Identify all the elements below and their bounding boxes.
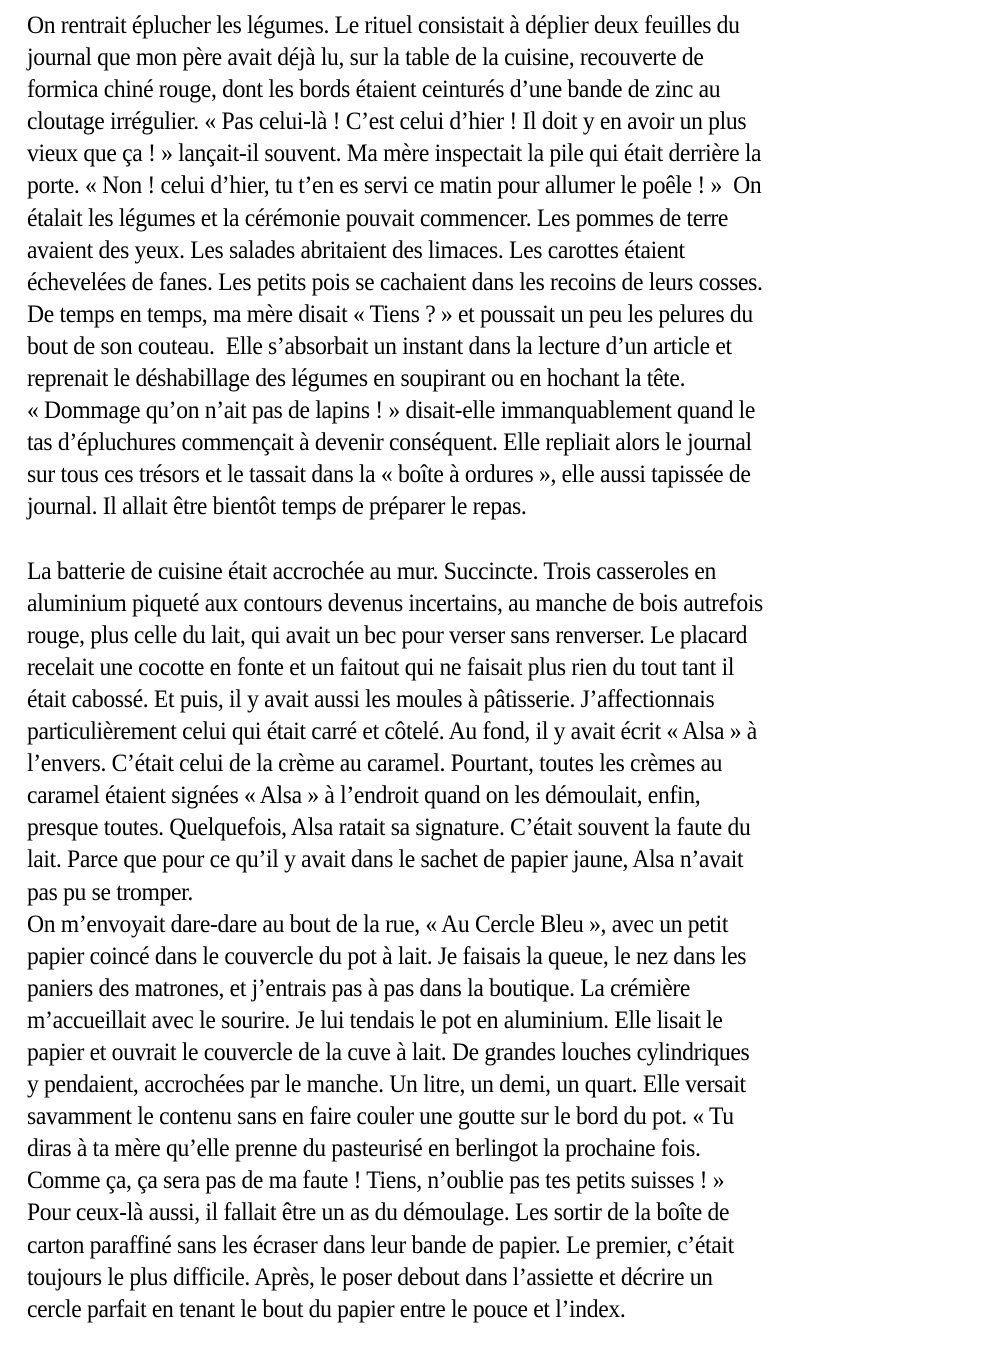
text-line: La batterie de cuisine était accrochée au mur. Succincte. Trois casseroles en [27,556,716,585]
text-line: bout de son couteau. Elle s’absorbait un instant dans la lecture d’un article et [27,331,732,360]
text-line: caramel étaient signées « Alsa » à l’endroit quand on les démoulait, enfin, [27,781,701,810]
text-line: formica chiné rouge, dont les bords étaient ceinturés d’une bande de zinc au [27,75,721,104]
text-line: avaient des yeux. Les salades abritaient des limaces. Les carottes étaient [27,235,685,264]
text-line: journal que mon père avait déjà lu, sur la table de la cuisine, recouverte de [27,43,704,72]
text-line: m’accueillait avec le sourire. Je lui tendais le pot en aluminium. Elle lisait le [27,1005,723,1034]
text-line: carton paraffiné sans les écraser dans leur bande de papier. Le premier, c’était [27,1230,734,1259]
text-line: particulièrement celui qui était carré et côtelé. Au fond, il y avait écrit « Alsa » à [27,717,757,746]
paragraph-batterie-cuisine [27,555,987,1325]
text-line: savamment le contenu sans en faire couler une goutte sur le bord du pot. « Tu [27,1102,734,1131]
text-line: papier coincé dans le couvercle du pot à lait. Je faisais la queue, le nez dans les [27,941,747,970]
text-line: sur tous ces trésors et le tassait dans la « boîte à ordures », elle aussi tapissée de [27,460,751,489]
text-line: tas d’épluchures commençait à devenir conséquent. Elle repliait alors le journal [27,428,752,457]
text-line: lait. Parce que pour ce qu’il y avait dans le sachet de papier jaune, Alsa n’avait [27,845,744,874]
text-line: cercle parfait en tenant le bout du papier entre le pouce et l’index. [27,1294,626,1323]
text-line: reprenait le déshabillage des légumes en soupirant ou en hochant la tête. [27,364,686,393]
text-line: l’envers. C’était celui de la crème au caramel. Pourtant, toutes les crèmes au [27,749,723,778]
text-line: De temps en temps, ma mère disait « Tiens ? » et poussait un peu les pelures du [27,299,753,328]
text-line: papier et ouvrait le couvercle de la cuve à lait. De grandes louches cylindriques [27,1038,750,1066]
text-line: Comme ça, ça sera pas de ma faute ! Tiens, n’oublie pas tes petits suisses ! » [27,1166,725,1195]
text-line: porte. « Non ! celui d’hier, tu t’en es servi ce matin pour allumer le poêle ! » On [27,171,762,200]
text-line: échevelées de fanes. Les petits pois se cachaient dans les recoins de leurs cosses. [27,267,763,296]
text-line: aluminium piqueté aux contours devenus incertains, au manche de bois autrefois [27,588,763,617]
text-line: y pendaient, accrochées par le manche. Un litre, un demi, un quart. Elle versait [27,1070,746,1099]
text-line: « Dommage qu’on n’ait pas de lapins ! » disait-elle immanquablement quand le [27,396,756,425]
text-line: recelait une cocotte en fonte et un faitout qui ne faisait plus rien du tout tant il [27,652,735,681]
paragraph-spacer [27,523,987,555]
text-line: était cabossé. Et puis, il y avait aussi les moules à pâtisserie. J’affectionnais [27,684,715,713]
text-line: On rentrait éplucher les légumes. Le rituel consistait à déplier deux feuilles du [27,11,740,39]
text-line: On m’envoyait dare-dare au bout de la rue, « Au Cercle Bleu », avec un petit [27,909,729,938]
paragraph-epluchage [27,9,987,523]
text-line: vieux que ça ! » lançait-il souvent. Ma mère inspectait la pile qui était derrière la [27,139,762,168]
text-line: rouge, plus celle du lait, qui avait un bec pour verser sans renverser. Le placard [27,620,748,649]
text-line: toujours le plus difficile. Après, le poser debout dans l’assiette et décrire un [27,1262,713,1291]
text-line: pas pu se tromper. [27,877,193,906]
text-line: étalait les légumes et la cérémonie pouvait commencer. Les pommes de terre [27,203,729,232]
text-line: paniers des matrones, et j’entrais pas à pas dans la boutique. La crémière [27,973,691,1002]
text-line: presque toutes. Quelquefois, Alsa ratait sa signature. C’était souvent la faute du [27,813,751,842]
text-line: Pour ceux-là aussi, il fallait être un as du démoulage. Les sortir de la boîte de [27,1198,730,1227]
document-page [27,9,987,1325]
text-line: diras à ta mère qu’elle prenne du pasteurisé en berlingot la prochaine fois. [27,1134,701,1163]
text-line: cloutage irrégulier. « Pas celui-là ! C’est celui d’hier ! Il doit y en avoir un plus [27,107,747,136]
text-line: journal. Il allait être bientôt temps de préparer le repas. [27,492,527,521]
